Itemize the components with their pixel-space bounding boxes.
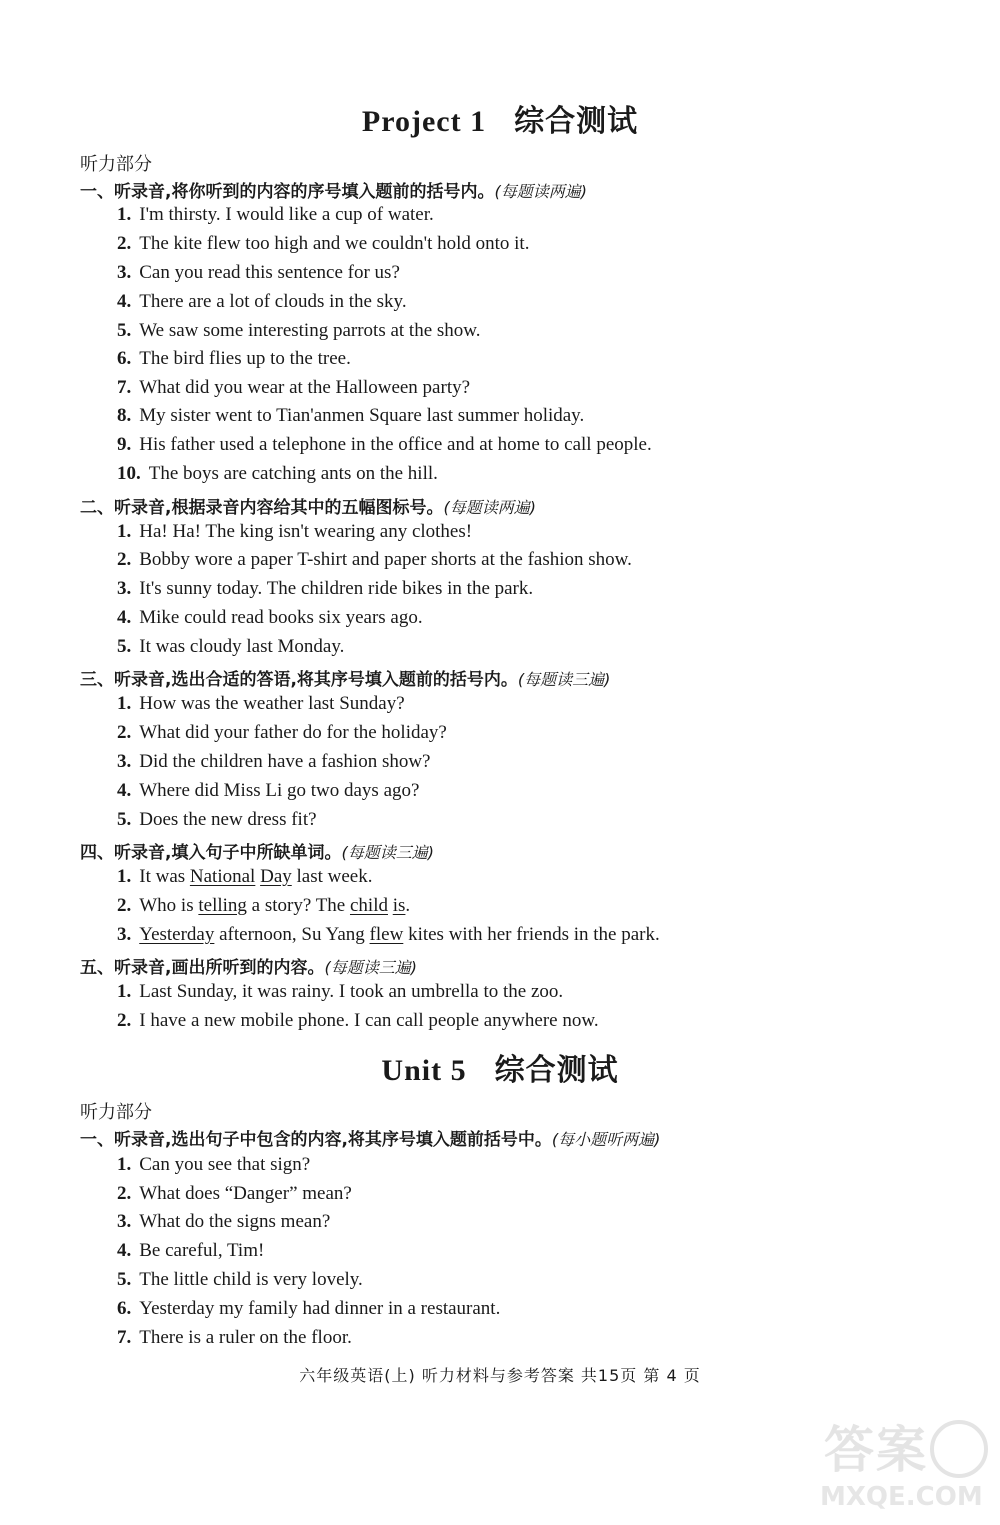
answer-word: Day <box>260 866 292 887</box>
item-number: 6. <box>117 1298 132 1319</box>
list-item <box>117 607 423 629</box>
item-text: His father used a telephone in the office and at home to call people. <box>139 434 652 455</box>
list-item <box>117 924 660 946</box>
unit5-title-left: Unit 5 <box>381 1054 467 1087</box>
item-number: 5. <box>117 809 132 830</box>
item-text: It's sunny today. The children ride bikes in the park. <box>139 578 534 599</box>
list-item <box>117 320 481 342</box>
p1-s4-heading-text: 四、听录音,填入句子中所缺单词。 <box>80 843 342 863</box>
item-text: Who is telling a story? The child is. <box>139 895 411 916</box>
list-item <box>117 377 470 399</box>
list-item <box>117 1298 500 1320</box>
list-item <box>117 549 632 571</box>
unit5-title <box>0 1045 1000 1089</box>
item-text: Last Sunday, it was rainy. I took an umbrella to the zoo. <box>139 981 564 1002</box>
list-item <box>117 262 400 284</box>
list-item <box>117 1240 264 1262</box>
item-number: 1. <box>117 1154 132 1175</box>
item-number: 5. <box>117 320 132 341</box>
item-number: 4. <box>117 780 132 801</box>
list-item <box>117 693 405 715</box>
list-item <box>117 1269 363 1291</box>
item-text: It was National Day last week. <box>139 866 373 887</box>
item-text: The boys are catching ants on the hill. <box>148 463 438 484</box>
unit5-listening-label: 听力部分 <box>80 1102 152 1123</box>
p1-s1-heading-text: 一、听录音,将你听到的内容的序号填入题前的括号内。 <box>80 182 495 202</box>
unit5-title-right: 综合测试 <box>494 1054 619 1087</box>
item-text: What does “Danger” mean? <box>139 1183 352 1204</box>
item-number: 3. <box>117 924 132 945</box>
item-text: We saw some interesting parrots at the show. <box>139 320 481 341</box>
item-text: The bird flies up to the tree. <box>139 348 351 369</box>
list-item <box>117 809 317 831</box>
item-text: Yesterday afternoon, Su Yang flew kites with her friends in the park. <box>139 924 660 945</box>
list-item <box>117 434 652 456</box>
u5-s1-note: (每小题听两遍) <box>551 1130 661 1149</box>
list-item <box>117 463 438 485</box>
item-text: Did the children have a fashion show? <box>139 751 431 772</box>
item-number: 7. <box>117 377 132 398</box>
list-item <box>117 233 529 255</box>
item-number: 8. <box>117 405 132 426</box>
p1-s5-note: (每题读三遍) <box>324 958 417 977</box>
u5-section-1-heading <box>80 1125 660 1150</box>
item-number: 10. <box>117 463 141 484</box>
watermark-logo <box>812 1410 992 1520</box>
project1-title-left: Project 1 <box>361 105 487 138</box>
p1-s5-heading-text: 五、听录音,画出所听到的内容。 <box>80 958 325 978</box>
answer-word: Yesterday <box>139 924 215 945</box>
watermark-seal-icon <box>930 1420 988 1478</box>
answer-word: is <box>392 895 406 916</box>
item-text: Can you see that sign? <box>139 1154 311 1175</box>
p1-section-4-heading <box>80 838 434 863</box>
list-item <box>117 291 407 313</box>
list-item <box>117 405 584 427</box>
p1-s3-heading-text: 三、听录音,选出合适的答语,将其序号填入题前的括号内。 <box>80 670 518 690</box>
item-text: The kite flew too high and we couldn't hold onto it. <box>139 233 530 254</box>
item-number: 9. <box>117 434 132 455</box>
page-footer: 六年级英语(上) 听力材料与参考答案 共15页 第 4 页 <box>299 1366 701 1385</box>
item-text: How was the weather last Sunday? <box>139 693 405 714</box>
list-item <box>117 578 533 600</box>
p1-section-5-heading <box>80 953 417 978</box>
list-item <box>117 895 410 917</box>
item-number: 3. <box>117 1211 132 1232</box>
item-number: 2. <box>117 1183 132 1204</box>
item-text: Ha! Ha! The king isn't wearing any clothes! <box>139 521 473 542</box>
item-text: Can you read this sentence for us? <box>139 262 400 283</box>
list-item <box>117 1010 599 1032</box>
item-text: It was cloudy last Monday. <box>139 636 345 657</box>
list-item <box>117 521 472 543</box>
item-text: The little child is very lovely. <box>139 1269 363 1290</box>
list-item <box>117 780 419 802</box>
item-text: My sister went to Tian'anmen Square last summer holiday. <box>139 405 585 426</box>
list-item <box>117 1154 310 1176</box>
list-item <box>117 751 431 773</box>
item-text: Bobby wore a paper T-shirt and paper shorts at the fashion show. <box>139 549 632 570</box>
list-item <box>117 1211 330 1233</box>
item-number: 4. <box>117 291 132 312</box>
item-text: There are a lot of clouds in the sky. <box>139 291 407 312</box>
answer-word: flew <box>369 924 404 945</box>
list-item <box>117 866 372 888</box>
watermark-top-text: 答案 <box>824 1421 928 1479</box>
p1-s3-note: (每题读三遍) <box>517 670 611 689</box>
watermark-bottom-text: MXQE.COM <box>820 1482 983 1512</box>
item-number: 7. <box>117 1327 132 1348</box>
p1-s1-note: (每题读两遍) <box>494 182 587 201</box>
item-number: 5. <box>117 1269 132 1290</box>
p1-section-3-heading <box>80 665 610 690</box>
item-text: What did you wear at the Halloween party? <box>139 377 471 398</box>
u5-s1-heading-text: 一、听录音,选出句子中包含的内容,将其序号填入题前括号中。 <box>80 1130 552 1150</box>
item-text: There is a ruler on the floor. <box>139 1327 352 1348</box>
list-item <box>117 636 344 658</box>
answer-word: National <box>189 866 256 887</box>
project1-title <box>0 96 1000 140</box>
item-number: 1. <box>117 981 132 1002</box>
item-text: I have a new mobile phone. I can call people anywhere now. <box>139 1010 599 1031</box>
item-number: 1. <box>117 204 132 225</box>
item-text: Where did Miss Li go two days ago? <box>139 780 420 801</box>
list-item <box>117 722 447 744</box>
p1-section-2-heading <box>80 493 536 518</box>
item-number: 4. <box>117 1240 132 1261</box>
item-number: 2. <box>117 895 132 916</box>
item-number: 3. <box>117 262 132 283</box>
item-text: Does the new dress fit? <box>139 809 317 830</box>
p1-s2-heading-text: 二、听录音,根据录音内容给其中的五幅图标号。 <box>80 498 444 518</box>
item-number: 1. <box>117 693 132 714</box>
answer-word: telling <box>198 895 247 916</box>
item-number: 2. <box>117 722 132 743</box>
list-item <box>117 981 563 1003</box>
list-item <box>117 1183 352 1205</box>
list-item <box>117 348 351 370</box>
item-number: 1. <box>117 866 132 887</box>
item-number: 2. <box>117 549 132 570</box>
list-item <box>117 1327 352 1349</box>
item-text: Yesterday my family had dinner in a restaurant. <box>139 1298 501 1319</box>
p1-section-1-heading <box>80 177 587 202</box>
item-number: 5. <box>117 636 132 657</box>
project1-title-right: 综合测试 <box>514 105 639 138</box>
item-number: 3. <box>117 751 132 772</box>
item-number: 1. <box>117 521 132 542</box>
item-number: 2. <box>117 233 132 254</box>
item-number: 6. <box>117 348 132 369</box>
item-number: 4. <box>117 607 132 628</box>
item-number: 3. <box>117 578 132 599</box>
item-text: Be careful, Tim! <box>139 1240 265 1261</box>
item-text: Mike could read books six years ago. <box>139 607 423 628</box>
item-number: 2. <box>117 1010 132 1031</box>
list-item <box>117 204 434 226</box>
item-text: What do the signs mean? <box>139 1211 331 1232</box>
p1-s4-note: (每题读三遍) <box>341 843 434 862</box>
item-text: What did your father do for the holiday? <box>139 722 447 743</box>
project1-listening-label: 听力部分 <box>80 154 152 175</box>
answer-word: child <box>349 895 388 916</box>
item-text: I'm thirsty. I would like a cup of water. <box>139 204 434 225</box>
p1-s2-note: (每题读两遍) <box>443 498 536 517</box>
